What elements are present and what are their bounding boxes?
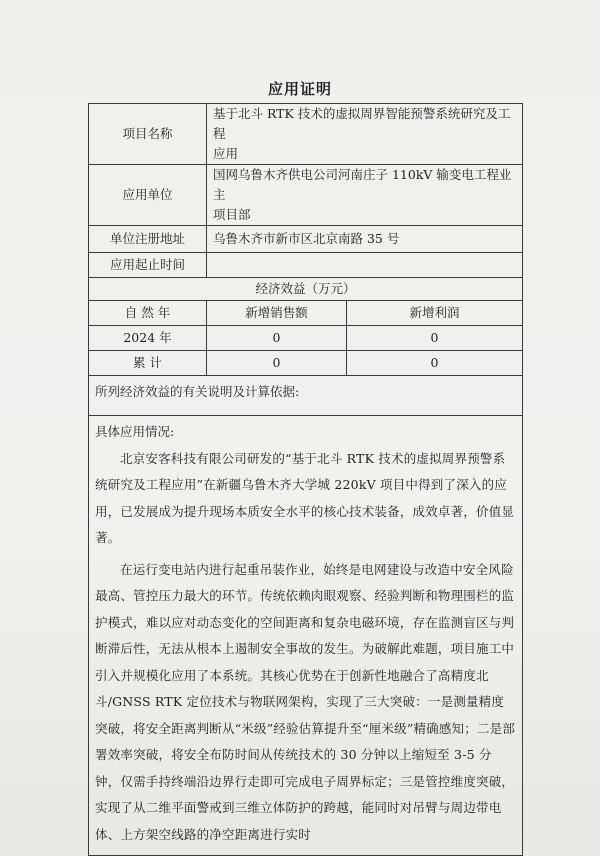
text-line: 在运行变电站内进行起重吊装作业，始终是电网建设与改造中安全风险最	[95, 561, 514, 603]
project-name-value	[207, 104, 523, 165]
application-paragraph-1	[95, 446, 516, 552]
benefits-note-label: 所列经济效益的有关说明及计算依据:	[89, 376, 523, 416]
benefits-heading: 经济效益（万元）	[89, 278, 523, 301]
benefits-heading-row	[89, 278, 523, 301]
page-title: 应用证明	[267, 80, 332, 98]
unit-line1: 国网乌鲁木齐供电公司河南庄子 110kV 输变电工程业主	[213, 167, 512, 202]
row-sales: 0	[207, 326, 347, 351]
table-row	[89, 351, 523, 376]
time-label: 应用起止时间	[89, 253, 207, 278]
certificate-table	[88, 103, 523, 856]
application-heading: 具体应用情况:	[95, 424, 175, 439]
time-row	[89, 253, 523, 278]
text-line: 高、管控压力最大的环节。传统依赖肉眼观察、经验判断和物理围栏的监护模	[95, 588, 515, 630]
row-year: 2024 年	[89, 326, 207, 351]
project-name-line1: 基于北斗 RTK 技术的虚拟周界智能预警系统研究及工程	[213, 106, 511, 141]
project-name-label: 项目名称	[89, 104, 207, 165]
address-label: 单位注册地址	[89, 226, 207, 253]
table-row	[89, 326, 523, 351]
text-line: 性，无法从根本上遏制安全事故的发生。为破解此难题，项目施工中引入并规	[95, 641, 515, 683]
column-header-sales: 新增销售额	[207, 301, 347, 326]
text-line: 及工程应用”在新疆乌鲁木齐大学城 220kV 项目中得到了深入的应用，已发展	[95, 477, 508, 519]
application-row	[89, 416, 523, 856]
row-profit: 0	[347, 326, 523, 351]
text-line: 成为提升现场本质安全水平的核心技术装备，成效卓著，价值显著。	[95, 503, 515, 545]
application-section	[89, 416, 523, 856]
address-value: 乌鲁木齐市新市区北京南路 35 号	[207, 226, 523, 253]
column-header-profit: 新增利润	[347, 301, 523, 326]
text-line: 可完成电子周界标定；三是管控维度突破，实现了从二维平面警戒到三维立体	[95, 773, 515, 815]
row-profit: 0	[347, 351, 523, 376]
address-row	[89, 226, 523, 253]
benefits-header-row	[89, 301, 523, 326]
row-year: 累 计	[89, 351, 207, 376]
project-name-row	[89, 104, 523, 165]
benefits-note-row	[89, 376, 523, 416]
row-sales: 0	[207, 351, 347, 376]
text-line: 防时间从传统技术的 30 分钟以上缩短至 3-5 分钟，仅需手持终端沿边界行走即	[95, 747, 492, 789]
unit-label: 应用单位	[89, 165, 207, 226]
time-value	[207, 253, 523, 278]
text-line: 防护的跨越，能同时对吊臂与周边带电体、上方架空线路的净空距离进行实时	[95, 800, 502, 842]
column-header-year: 自 然 年	[89, 301, 207, 326]
unit-row	[89, 165, 523, 226]
application-paragraph-2	[95, 557, 516, 849]
unit-line2: 项目部	[213, 207, 251, 222]
text-line: 模化应用了本系统。其核心优势在于创新性地融合了高精度北斗/GNSS RTK 定位	[95, 667, 489, 709]
text-line: 北京安客科技有限公司研发的“基于北斗 RTK 技术的虚拟周界预警系统研究	[95, 450, 506, 492]
project-name-line2: 应用	[213, 146, 239, 161]
text-line: “米级”经验估算提升至“厘米级”精确感知；二是部署效率突破，将安全布	[95, 720, 516, 762]
unit-value	[207, 165, 523, 226]
text-line: 式，难以应对动态变化的空间距离和复杂电磁环境，存在监测盲区与判断滞后	[95, 614, 515, 656]
text-line: 技术与物联网架构，实现了三大突破：一是测量精度突破，将安全距离判断从	[95, 694, 505, 736]
